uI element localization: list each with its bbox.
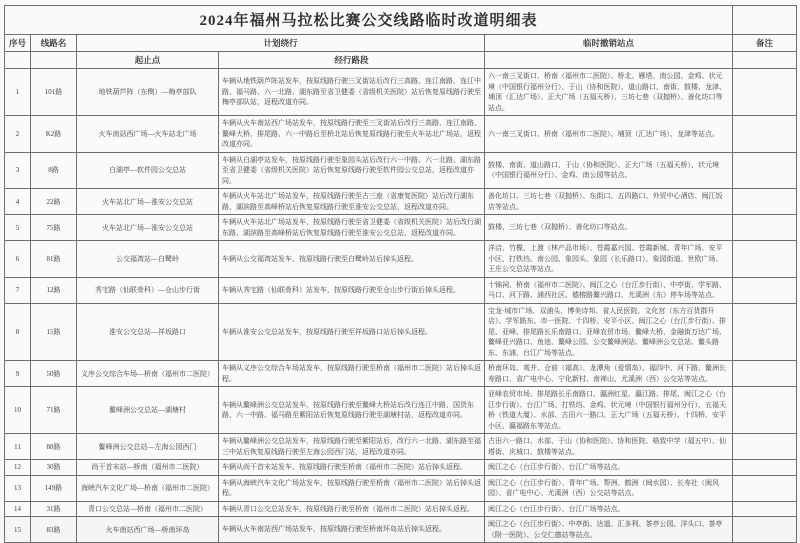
route-name-cell: 101路 (31, 69, 77, 116)
row-no-cell: 11 (5, 434, 31, 460)
table-row (5, 434, 797, 460)
note-cell (733, 387, 797, 434)
endpoints-cell: 青口公交总站—桥南（福州市二医院） (77, 501, 219, 517)
endpoints-cell: 地铁葫芦阵（东侧）—梅亭部队 (77, 69, 219, 116)
row-no-cell: 12 (5, 460, 31, 476)
route-name-cell: 81路 (31, 241, 77, 278)
header-endpoints: 起止点 (77, 52, 219, 69)
cancelled-stops-cell: 闽江之心（台江步行街）、台江广场等站点。 (485, 501, 733, 517)
note-cell (733, 215, 797, 241)
subheader-route-empty (31, 52, 77, 69)
route-name-cell: 8路 (31, 152, 77, 189)
note-cell (733, 517, 797, 543)
cancelled-stops-cell: 闽江之心（台江步行街）、中亭街、达道、汇多利、茶亭公园、洋头口、茶亭（附一医院）、公交仁德站等站点。 (485, 517, 733, 543)
route-name-cell: 30路 (31, 460, 77, 476)
table-row (5, 215, 797, 241)
note-cell (733, 501, 797, 517)
route-name-cell: 149路 (31, 475, 77, 501)
path-cell: 车辆从火车南站西广场站发车，按原线路行驶至三叉街站后改行三高路、连江南路、鳌峰大桥、排尾路、六一中路后至桥北站后恢复原线路行驶至火车站北广场站，返程改道亦同。 (219, 116, 485, 153)
row-no-cell: 4 (5, 189, 31, 215)
endpoints-cell: 公交福湾站—白鹭岭 (77, 241, 219, 278)
route-name-cell: 12路 (31, 277, 77, 303)
endpoints-cell: 鳌峰洲公交总站—湖塘村 (77, 387, 219, 434)
row-no-cell: 7 (5, 277, 31, 303)
endpoints-cell: 义序公交综合车场—桥南（福州市二医院） (77, 361, 219, 387)
path-cell: 车辆从公交福湾站发车，按原线路行驶至白鹭岭站后掉头返程。 (219, 241, 485, 278)
table-body (5, 69, 797, 543)
cancelled-stops-cell: 亚峰农贸市场、排尾路长乐南路口、瀛洲红星、瀛江路、排尾、闽江之心（台江步行街）、台江广场、打铁垱、金鸡、状元境（中国银行福州分行）、五福天桥（铁道大厦）、水部、古田六一路口、正大广场（五福天桥）、十四桥、安平小区、瀛福路东等站点。 (485, 387, 733, 434)
row-no-cell: 6 (5, 241, 31, 278)
cancelled-stops-cell: 鼓楼、三坊七巷（双抛桥）、善化坊口等站点。 (485, 215, 733, 241)
table-row (5, 277, 797, 303)
title-row (5, 6, 797, 35)
header-cancelled: 临时撤销站点 (485, 35, 733, 52)
table-row (5, 69, 797, 116)
header-no: 序号 (5, 35, 31, 52)
cancelled-stops-cell: 洋洽、竹榄、上渡（林产品市场）、苍霞嘉兴园、苍霞新城、青年广场、安平小区、打铁垱、南公园、象园头、象园（长乐路口）、象园街道、世欧广场、王庄公交总站等站点。 (485, 241, 733, 278)
table-row (5, 303, 797, 361)
cancelled-stops-cell: 桥南环岛、观井、仓前（福高）、龙潭角（爱情岛）、福四中、河下路、鳌洲长寿路口、省广电中心、宁化新村、南禅山、尤溪洲（西）公交站等站点。 (485, 361, 733, 387)
endpoints-cell: 火车站北广场—淮安公交总站 (77, 189, 219, 215)
route-name-cell: K2路 (31, 116, 77, 153)
header-note: 备注 (733, 35, 797, 52)
path-cell: 车辆从青口公交总站发车，按原线路行驶至桥南（福州市二医院）站后掉头返程。 (219, 501, 485, 517)
path-cell: 车辆从火车站北广场站发车，按原线路行驶至古三座（省康复医院）站后改行湖东路、湖滨路至高峰桥站后恢复原线路行驶至淮安公交总站，返程改道亦同。 (219, 189, 485, 215)
row-no-cell: 13 (5, 475, 31, 501)
path-cell: 车辆从秀宅路（仙联骨科）站发车，按原线路行驶至仓山步行街后掉头返程。 (219, 277, 485, 303)
subheader-note-empty (733, 52, 797, 69)
route-name-cell: 88路 (31, 434, 77, 460)
endpoints-cell: 海峡汽车文化广场—桥南（福州市二医院） (77, 475, 219, 501)
cancelled-stops-cell: 六一南三叉街口、桥南（福州市二医院）、埔顶（汇达广场）、龙津等站点。 (485, 116, 733, 153)
note-cell (733, 277, 797, 303)
path-cell: 车辆从尚干首末站发车，按原线路行驶至桥南（福州市二医院）站后掉头返程。 (219, 460, 485, 476)
route-name-cell: 83路 (31, 517, 77, 543)
route-name-cell: 50路 (31, 361, 77, 387)
sub-header-row (5, 52, 797, 69)
table-row (5, 501, 797, 517)
header-path: 经行路段 (219, 52, 485, 69)
table-row (5, 460, 797, 476)
row-no-cell: 5 (5, 215, 31, 241)
note-cell (733, 434, 797, 460)
path-cell: 车辆从鳌峰洲公交总站发车，按原线路行驶至紫阳站后，改行六一北路、湖东路至福三中站后恢复原线路行驶至左海公园西门站，返程改道亦同。 (219, 434, 485, 460)
cancelled-stops-cell: 古田六一路口、水部、于山（协和医院）、协和医院、格致中学（福五中）、仙塔街、庆城口、鼓楼等站点。 (485, 434, 733, 460)
cancelled-stops-cell: 闽江之心（台江步行街）、青年广场、帮洲、鹤洲（闽水园）、长寿社（闽风园）、省广电中心、尤溪洲（西）公交站等站点。 (485, 475, 733, 501)
cancelled-stops-cell: 十锦祠、桥南（福州市二医院）、闽江之心（台江步行街）、中亭街、学军路、马口、河下路、浦西社区、德榕路鳌兴路口、尤溪洲（东）停车场等站点。 (485, 277, 733, 303)
cancelled-stops-cell: 闽江之心（台江步行街）、台江广场等站点。 (485, 460, 733, 476)
title-row-spacer-cell (733, 6, 797, 35)
route-name-cell: 22路 (31, 189, 77, 215)
cancelled-stops-cell: 宝龙·城市广场、双浦头、博美诗邦、省人民医院、文化宫（东方百货群升店）、学军路东、市一医院、十四桥、安平小区、闽江之心（台江步行街）、排尾、亚峰、排尾路长乐南路口、亚峰农贸市场、鳌峰大桥、金融街万达广场、鳌峰亚兴路口、鱼池、鳌峰公园、公交鳌峰洲站、鳌峰洲公交总站、鳌头路东、东浦、台江广场等站点。 (485, 303, 733, 361)
endpoints-cell: 火车站北广场—淮安公交总站 (77, 215, 219, 241)
note-cell (733, 116, 797, 153)
table-row (5, 152, 797, 189)
route-name-cell: 15路 (31, 303, 77, 361)
path-cell: 车辆从海峡汽车文化广场站发车，按原线路行驶至桥南（福州市二医院）站后掉头返程。 (219, 475, 485, 501)
table-row (5, 517, 797, 543)
header-route: 线路名 (31, 35, 77, 52)
note-cell (733, 303, 797, 361)
endpoints-cell: 白湖亭—软件园公交总站 (77, 152, 219, 189)
row-no-cell: 15 (5, 517, 31, 543)
header-row (5, 35, 797, 52)
endpoints-cell: 淮安公交总站—祥坂路口 (77, 303, 219, 361)
row-no-cell: 1 (5, 69, 31, 116)
path-cell: 车辆从地铁葫芦阵站发车，按原线路行驶三叉街站后改行三高路、连江南路、连江中路、福马路、六一北路、湖东路至省卫健委（省级机关医院）站后恢复原线路行驶至梅亭部队站，返程改道亦同。 (219, 69, 485, 116)
path-cell: 车辆从火车南站西广场站发车，按原线路行驶至桥南环岛站后掉头返程。 (219, 517, 485, 543)
row-no-cell: 2 (5, 116, 31, 153)
table-row (5, 116, 797, 153)
note-cell (733, 241, 797, 278)
table-row (5, 475, 797, 501)
cancelled-stops-cell: 鼓楼、南街、道山路口、于山（协和医院）、正大广场（五福天桥）、状元境（中国银行福州分行）、金鸡、南公园等站点。 (485, 152, 733, 189)
row-no-cell: 14 (5, 501, 31, 517)
path-cell: 车辆从鳌峰洲公交总站发车，按原线路行驶至鳌峰大桥站后改行连江中路、国货东路、六一中路、福马路至紫阳站后恢复原线路行驶至湖塘村站，返程改道亦同。 (219, 387, 485, 434)
path-cell: 车辆从义序公交综合车场站发车，按原线路行驶至桥南（福州市二医院）站后掉头返程。 (219, 361, 485, 387)
endpoints-cell: 尚干首末站—桥南（福州市二医院） (77, 460, 219, 476)
note-cell (733, 152, 797, 189)
table-row (5, 241, 797, 278)
row-no-cell: 9 (5, 361, 31, 387)
route-name-cell: 71路 (31, 387, 77, 434)
path-cell: 车辆从淮安公交总站发车，按原线路行驶至祥坂路口站后掉头返程。 (219, 303, 485, 361)
note-cell (733, 475, 797, 501)
endpoints-cell: 秀宅路（仙联骨科）—仓山步行街 (77, 277, 219, 303)
route-name-cell: 31路 (31, 501, 77, 517)
row-no-cell: 3 (5, 152, 31, 189)
path-cell: 车辆从白湖亭站发车，按原线路行驶至象园头站后改行六一中路、六一北路、湖东路至省卫健委（省级机关医院）站后恢复原线路行驶至软件园公交总站，返程改道亦同。 (219, 152, 485, 189)
note-cell (733, 361, 797, 387)
subheader-cancelled-empty (485, 52, 733, 69)
endpoints-cell: 火车南站西广场—桥南环岛 (77, 517, 219, 543)
header-plan: 计划绕行 (77, 35, 485, 52)
note-cell (733, 460, 797, 476)
route-name-cell: 75路 (31, 215, 77, 241)
note-cell (733, 189, 797, 215)
cancelled-stops-cell: 六一南三叉街口、桥南（福州市二医院）、桥北、雁塔、南公园、金鸡、状元境（中国银行福州分行）、于山（协和医院）、道山路口、南街、鼓楼、龙津、埔顶（汇达广场）、正大广场（五福天桥）、三坊七巷（双抛桥）、善化坊口等站点。 (485, 69, 733, 116)
note-cell (733, 69, 797, 116)
endpoints-cell: 火车南站西广场—火车站北广场 (77, 116, 219, 153)
path-cell: 车辆从火车站北广场站发车，按原线路行驶至省卫健委（省级机关医院）站后改行湖东路、湖滨路至高峰桥站后恢复原线路行驶至淮安公交总站，返程改道亦同。 (219, 215, 485, 241)
endpoints-cell: 鳌峰洲公交总站—左海公园西门 (77, 434, 219, 460)
document-title: 2024年福州马拉松比赛公交线路临时改道明细表 (5, 6, 733, 35)
table-row (5, 189, 797, 215)
table-row (5, 361, 797, 387)
row-no-cell: 10 (5, 387, 31, 434)
cancelled-stops-cell: 善化坊口、三坊七巷（双抛桥）、东街口、五四路口、外贸中心酒店、闽江饭店等站点。 (485, 189, 733, 215)
diversion-table (4, 5, 797, 543)
row-no-cell: 8 (5, 303, 31, 361)
table-row (5, 387, 797, 434)
subheader-no-empty (5, 52, 31, 69)
